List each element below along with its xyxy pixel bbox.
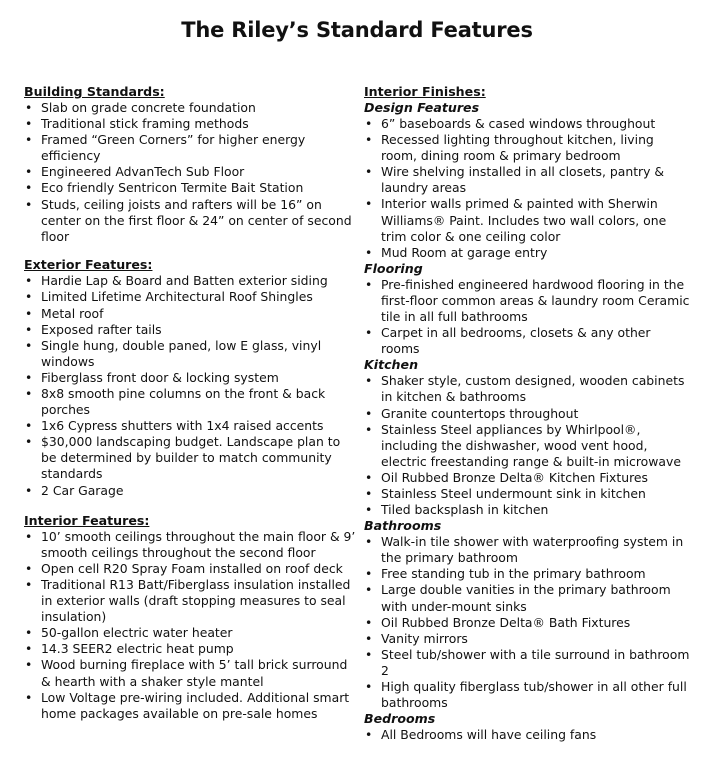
feature-list [364,373,692,518]
feature-item: • 2 Car Garage [24,483,358,499]
feature-list [364,277,692,357]
feature-item: • Pre-finished engineered hardwood flooring in the first-floor common areas & laundry room Ceramic tile in all full bathrooms [364,277,692,325]
feature-item: • Low Voltage pre-wiring included. Additional smart home packages available on pre-sale homes [24,690,358,722]
feature-item: • Steel tub/shower with a tile surround in bathroom 2 [364,647,692,679]
feature-item: • 6” baseboards & cased windows throughout [364,116,692,132]
feature-item: • Slab on grade concrete foundation [24,100,358,116]
building-standards-section [24,84,358,245]
feature-item: • Interior walls primed & painted with Sherwin Williams® Paint. Includes two wall colors, one trim color & one ceiling color [364,196,692,244]
feature-item: • Open cell R20 Spray Foam installed on roof deck [24,561,358,577]
feature-item: • 50-gallon electric water heater [24,625,358,641]
feature-list [364,727,692,743]
subsection-heading: Flooring [364,260,423,276]
feature-item: • Exposed rafter tails [24,322,358,338]
interior-features-section [24,513,358,722]
feature-item: • Recessed lighting throughout kitchen, living room, dining room & primary bedroom [364,132,692,164]
section-heading: Interior Features: [24,512,150,528]
feature-item: • Single hung, double paned, low E glass, vinyl windows [24,338,358,370]
left-column [24,84,358,722]
feature-item: • Wire shelving installed in all closets, pantry & laundry areas [364,164,692,196]
feature-item: • Free standing tub in the primary bathroom [364,566,692,582]
feature-item: • Hardie Lap & Board and Batten exterior siding [24,273,358,289]
feature-item: • Walk-in tile shower with waterproofing system in the primary bathroom [364,534,692,566]
feature-item: • Stainless Steel undermount sink in kitchen [364,486,692,502]
feature-item: • 8x8 smooth pine columns on the front & back porches [24,386,358,418]
feature-item: • Granite countertops throughout [364,406,692,422]
feature-item: • Traditional R13 Batt/Fiberglass insulation installed in exterior walls (draft stopping measures to seal insulation) [24,577,358,625]
feature-item: • $30,000 landscaping budget. Landscape plan to be determined by builder to match community standards [24,434,358,482]
feature-item: • Large double vanities in the primary bathroom with under-mount sinks [364,582,692,614]
feature-item: • High quality fiberglass tub/shower in all other full bathrooms [364,679,692,711]
feature-item: • Oil Rubbed Bronze Delta® Bath Fixtures [364,615,692,631]
feature-item: • Vanity mirrors [364,631,692,647]
section-heading: Exterior Features: [24,257,153,273]
interior-finishes-section [364,84,692,743]
feature-item: • Mud Room at garage entry [364,245,692,261]
feature-item: • 14.3 SEER2 electric heat pump [24,641,358,657]
subsection-heading: Bathrooms [364,518,442,534]
page-title: The Riley’s Standard Features [181,18,533,42]
right-column [364,84,692,743]
feature-item: • Limited Lifetime Architectural Roof Shingles [24,289,358,305]
feature-item: • Studs, ceiling joists and rafters will be 16” on center on the first floor & 24” on center of second floor [24,197,358,245]
feature-item: • Oil Rubbed Bronze Delta® Kitchen Fixtures [364,470,692,486]
section-heading: Building Standards: [24,84,165,99]
subsection-heading: Kitchen [364,357,419,373]
feature-list [364,116,692,261]
subsection-heading: Design Features [364,100,480,115]
feature-list [364,534,692,711]
feature-item: • Carpet in all bedrooms, closets & any other rooms [364,325,692,357]
exterior-features-section [24,257,358,498]
feature-item: • Traditional stick framing methods [24,116,358,132]
feature-list [24,529,358,722]
feature-item: • 1x6 Cypress shutters with 1x4 raised accents [24,418,358,434]
feature-item: • Fiberglass front door & locking system [24,370,358,386]
feature-item: • 10’ smooth ceilings throughout the main floor & 9’ smooth ceilings throughout the second floor [24,529,358,561]
feature-item: • Shaker style, custom designed, wooden cabinets in kitchen & bathrooms [364,373,692,405]
section-heading: Interior Finishes: [364,84,486,99]
feature-item: • Eco friendly Sentricon Termite Bait Station [24,180,358,196]
feature-item: • Metal roof [24,306,358,322]
subsection-heading: Bedrooms [364,711,436,727]
feature-item: • Wood burning fireplace with 5’ tall brick surround & hearth with a shaker style mantel [24,657,358,689]
feature-list [24,100,358,245]
feature-item: • Stainless Steel appliances by Whirlpool®, including the dishwasher, wood vent hood, electric freestanding range & built-in microwave [364,422,692,470]
feature-item: • Engineered AdvanTech Sub Floor [24,164,358,180]
feature-item: • Framed “Green Corners” for higher energy efficiency [24,132,358,164]
feature-item: • Tiled backsplash in kitchen [364,502,692,518]
feature-list [24,273,358,498]
feature-item: • All Bedrooms will have ceiling fans [364,727,692,743]
